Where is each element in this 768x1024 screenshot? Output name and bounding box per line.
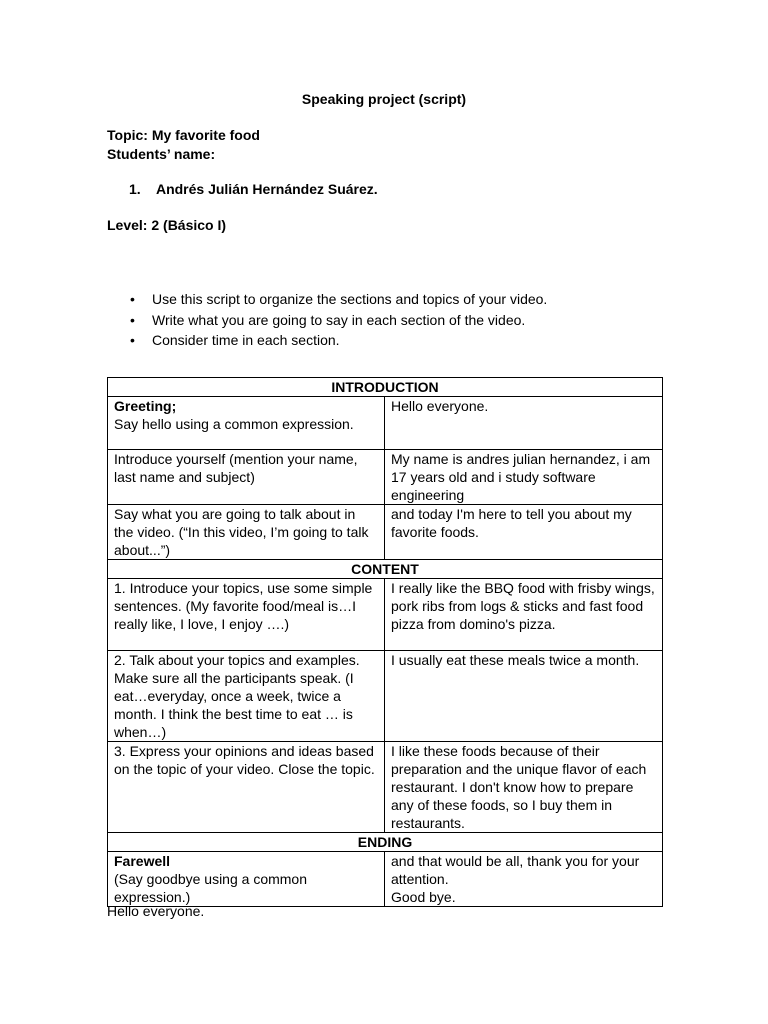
bullet-icon: • xyxy=(130,291,135,308)
prompt-cell: 1. Introduce your topics, use some simple sentences. (My favorite food/meal is…I really like, I love, I enjoy ….) xyxy=(108,579,385,651)
answer-cell: and today I'm here to tell you about my favorite foods. xyxy=(385,505,663,560)
table-row xyxy=(108,579,663,651)
document-title: Speaking project (script) xyxy=(301,91,467,107)
students-label: Students’ name: xyxy=(107,146,216,162)
greeting-label: Greeting; xyxy=(114,398,177,414)
topic-line: Topic: My favorite food xyxy=(107,127,260,143)
answer-cell: I usually eat these meals twice a month. xyxy=(385,651,663,742)
instruction-list xyxy=(130,289,547,351)
trailing-text: Hello everyone. xyxy=(107,903,205,919)
table-row xyxy=(108,450,663,505)
instruction-item: • Use this script to organize the sections and topics of your video. xyxy=(130,291,548,308)
bullet-icon: • xyxy=(130,332,135,349)
table-row xyxy=(108,397,663,450)
farewell-label: Farewell xyxy=(114,853,171,869)
bullet-icon: • xyxy=(130,311,135,328)
prompt-cell: Greeting; Say hello using a common expression. xyxy=(108,397,385,450)
answer-cell: My name is andres julian hernandez, i am 17 years old and i study software engineering xyxy=(385,450,663,505)
section-header-ending: ENDING xyxy=(108,833,663,852)
table-row xyxy=(108,651,663,742)
answer-cell: I like these foods because of their preparation and the unique flavor of each restaurant. I don't know how to prepare any of these foods, so I buy them in restaurants. xyxy=(385,742,663,833)
prompt-cell: 3. Express your opinions and ideas based on the topic of your video. Close the topic. xyxy=(108,742,385,833)
student-entry xyxy=(129,181,378,197)
table-row xyxy=(108,505,663,560)
table-row xyxy=(108,852,663,907)
prompt-cell: Introduce yourself (mention your name, last name and subject) xyxy=(108,450,385,505)
student-name: Andrés Julián Hernández Suárez. xyxy=(155,181,378,197)
answer-cell: and that would be all, thank you for your attention. Good bye. xyxy=(385,852,663,907)
prompt-cell: 2. Talk about your topics and examples. Make sure all the participants speak. (I eat…everyday, once a week, twice a month. I think the best time to eat … is when…) xyxy=(108,651,385,742)
answer-cell: Hello everyone. xyxy=(385,397,663,450)
prompt-cell: Farewell (Say goodbye using a common expression.) xyxy=(108,852,385,907)
prompt-cell: Say what you are going to talk about in the video. (“In this video, I’m going to talk about...”) xyxy=(108,505,385,560)
student-number: 1. xyxy=(129,181,141,197)
table-row xyxy=(108,742,663,833)
instruction-item: • Consider time in each section. xyxy=(130,332,340,349)
level-line: Level: 2 (Básico I) xyxy=(107,217,227,233)
instruction-item: • Write what you are going to say in each section of the video. xyxy=(130,311,526,328)
script-table xyxy=(107,377,663,907)
section-header-introduction: INTRODUCTION xyxy=(108,378,663,397)
answer-cell: I really like the BBQ food with frisby wings, pork ribs from logs & sticks and fast food pizza from domino's pizza. xyxy=(385,579,663,651)
section-header-content: CONTENT xyxy=(108,560,663,579)
